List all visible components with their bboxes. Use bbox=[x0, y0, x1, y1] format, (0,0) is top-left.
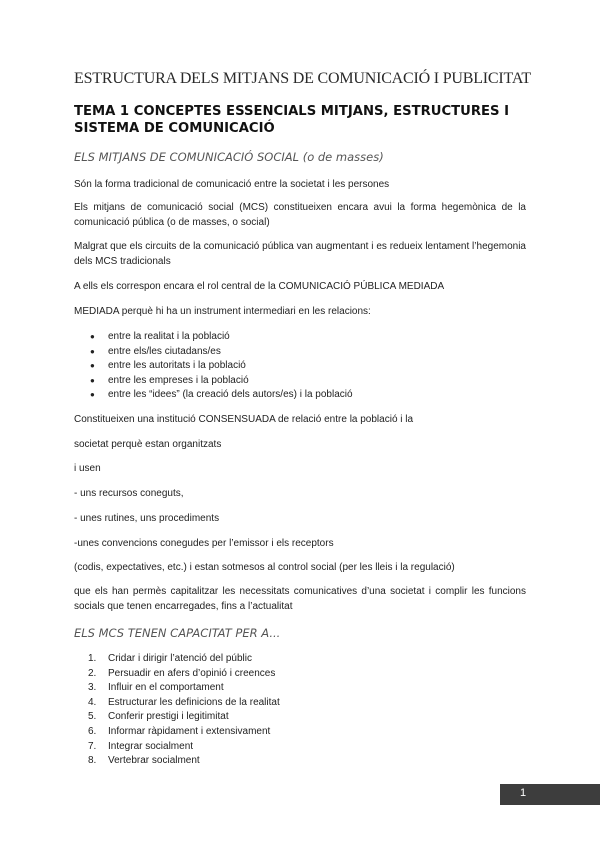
list-number: 3. bbox=[88, 682, 97, 694]
paragraph: A ells els correspon encara el rol central de la COMUNICACIÓ PÚBLICA MEDIADA bbox=[74, 281, 445, 292]
list-number: 7. bbox=[88, 740, 97, 752]
list-number: 5. bbox=[88, 711, 97, 723]
list-item: ● entre les “idees” (la creació dels autors/es) i la població bbox=[74, 388, 353, 403]
list-number: 4. bbox=[88, 696, 97, 708]
topic-heading: TEMA 1 CONCEPTES ESSENCIALS MITJANS, ESTRUCTURES I SISTEMA DE COMUNICACIÓ bbox=[74, 104, 509, 136]
list-text: Influir en el comportament bbox=[108, 682, 224, 694]
list-item bbox=[74, 725, 280, 740]
list-item bbox=[74, 696, 280, 711]
list-item bbox=[74, 754, 280, 769]
list-item bbox=[74, 681, 280, 696]
list-item bbox=[74, 740, 280, 755]
list-text: Vertebrar socialment bbox=[108, 755, 200, 767]
paragraph: (codis, expectatives, etc.) i estan sotmesos al control social (per les lleis i la regulació) bbox=[74, 562, 455, 573]
section-heading-capacitat: ELS MCS TENEN CAPACITAT PER A... bbox=[74, 626, 281, 640]
paragraph: Els mitjans de comunicació social (MCS) constitueixen encara avui la forma hegemònica de la comunicació pública (o de masses, o social) bbox=[74, 202, 526, 228]
list-text: Integrar socialment bbox=[108, 740, 194, 752]
list-number: 1. bbox=[88, 653, 97, 664]
list-item: ● entre les autoritats i la població bbox=[74, 359, 353, 374]
numbered-list bbox=[74, 652, 280, 769]
list-text: Informar ràpidament i extensivament bbox=[108, 725, 271, 737]
list-text: Estructurar les definicions de la realitat bbox=[108, 696, 280, 708]
page-number-box bbox=[500, 784, 600, 805]
section-heading-mitjans: ELS MITJANS DE COMUNICACIÓ SOCIAL (o de masses) bbox=[74, 150, 384, 164]
document-title: ESTRUCTURA DELS MITJANS DE COMUNICACIÓ I PUBLICITAT bbox=[74, 70, 531, 87]
list-item: ● entre els/les ciutadans/es bbox=[74, 345, 353, 360]
list-number: 2. bbox=[88, 667, 97, 679]
paragraph: i usen bbox=[74, 463, 101, 474]
paragraph: Són la forma tradicional de comunicació entre la societat i les persones bbox=[74, 179, 390, 190]
page-number: 1 bbox=[520, 787, 527, 799]
paragraph: que els han permès capitalitzar les necessitats comunicatives d’una societat i complir les funcions socials que tenen encarregades, fins a l’actualitat bbox=[74, 586, 526, 612]
list-number: 6. bbox=[88, 725, 97, 737]
list-text: Cridar i dirigir l’atenció del públic bbox=[108, 653, 252, 664]
list-number: 8. bbox=[88, 755, 97, 767]
paragraph: Constitueixen una institució CONSENSUADA de relació entre la població i la bbox=[74, 414, 414, 425]
list-text: Persuadir en afers d’opinió i creences bbox=[108, 667, 276, 679]
list-item bbox=[74, 652, 280, 667]
paragraph: - uns recursos coneguts, bbox=[74, 488, 184, 499]
paragraph: societat perquè estan organitzats bbox=[74, 439, 222, 450]
paragraph: Malgrat que els circuits de la comunicació pública van augmentant i es redueix lentament l’hegemonia dels MCS tradicionals bbox=[74, 241, 526, 267]
list-item: ● entre les empreses i la població bbox=[74, 374, 353, 389]
bullet-list bbox=[74, 330, 353, 403]
list-item: ● entre la realitat i la població bbox=[74, 330, 353, 345]
list-item bbox=[74, 710, 280, 725]
paragraph: MEDIADA perquè hi ha un instrument intermediari en les relacions: bbox=[74, 306, 371, 317]
list-text: Conferir prestigi i legitimitat bbox=[108, 711, 229, 723]
paragraph: -unes convencions conegudes per l’emissor i els receptors bbox=[74, 538, 334, 549]
paragraph: - unes rutines, uns procediments bbox=[74, 513, 220, 524]
list-item bbox=[74, 667, 280, 682]
